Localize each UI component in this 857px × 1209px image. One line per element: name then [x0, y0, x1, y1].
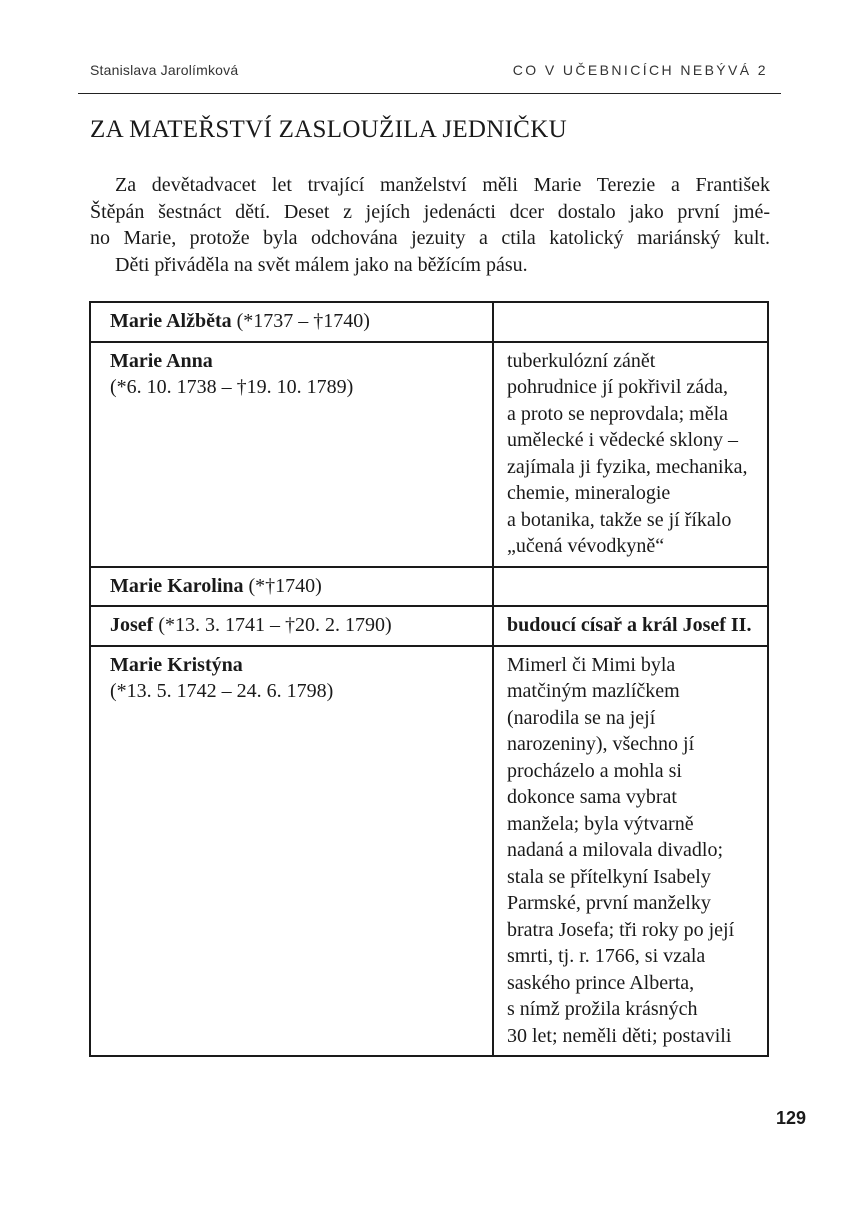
child-note-line: matčiným mazlíčkem: [507, 680, 680, 702]
child-note-line: (narodila se na její: [507, 706, 656, 729]
running-head: [90, 62, 780, 82]
child-dates: (*13. 3. 1741 – †20. 2. 1790): [153, 614, 392, 636]
child-note-line: narozeniny), všechno jí: [507, 733, 695, 755]
child-name-cell: [90, 302, 493, 342]
child-note-line: stala se přítelkyní Isabely: [507, 865, 711, 888]
child-note-line: Parmské, první manželky: [507, 892, 711, 914]
child-note-line: a proto se neprovdala; měla: [507, 402, 729, 425]
intro-line: Štěpán šestnáct dětí. Deset z jejích jedenácti dcer dostalo jako první jmé-: [90, 200, 770, 223]
child-note-line: smrti, tj. r. 1766, si vzala: [507, 945, 706, 967]
child-note-line: zajímala ji fyzika, mechanika,: [507, 455, 748, 478]
child-dates: (*13. 5. 1742 – 24. 6. 1798): [110, 680, 334, 702]
table-row: [90, 606, 768, 646]
page-number: 129: [775, 1108, 806, 1128]
running-head-author: Stanislava Jarolímková: [90, 62, 239, 78]
child-name-cell: [90, 646, 493, 1057]
child-note-line: chemie, mineralogie: [507, 482, 671, 504]
child-dates: (*6. 10. 1738 – †19. 10. 1789): [110, 376, 354, 398]
child-note-cell: [493, 567, 768, 607]
child-dates: (*1737 – †1740): [231, 310, 370, 332]
child-note-bold: budoucí císař a král Josef II.: [507, 614, 752, 636]
child-note-line: „učená vévodkyně“: [507, 535, 665, 557]
intro-line: Děti přiváděla na svět málem jako na běžícím pásu.: [115, 253, 528, 276]
intro-paragraph: [90, 172, 770, 278]
child-note-cell: [493, 342, 768, 567]
child-note-cell: [493, 646, 768, 1057]
chapter-title: ZA MATEŘSTVÍ ZASLOUŽILA JEDNIČKU: [90, 116, 567, 143]
child-note-cell: [493, 302, 768, 342]
child-note-line: tuberkulózní zánět: [507, 349, 656, 372]
child-note-line: saského prince Alberta,: [507, 971, 695, 994]
child-note-cell: [493, 606, 768, 646]
child-name: Marie Karolina: [110, 574, 244, 597]
child-note-line: 30 let; neměli děti; postavili: [507, 1024, 732, 1047]
child-note-line: umělecké i vědecké sklony –: [507, 429, 739, 451]
child-note-line: manžela; byla výtvarně: [507, 812, 694, 835]
child-note-line: Mimerl či Mimi byla: [507, 653, 676, 676]
table-row: [90, 567, 768, 607]
table-row: [90, 302, 768, 342]
table-row: [90, 342, 768, 567]
child-note-line: pohrudnice jí pokřivil záda,: [507, 376, 729, 398]
children-table-body: [90, 302, 768, 1056]
header-rule: [78, 93, 781, 94]
child-name: Josef: [110, 614, 154, 636]
child-dates: (*†1740): [243, 574, 322, 597]
child-note-line: bratra Josefa; tři roky po její: [507, 918, 735, 941]
child-note-line: dokonce sama vybrat: [507, 786, 677, 808]
child-name: Marie Anna: [110, 349, 213, 372]
children-table: [89, 301, 769, 1057]
child-name-cell: [90, 342, 493, 567]
child-note-line: s nímž prožila krásných: [507, 998, 698, 1020]
running-head-series: CO V UČEBNICÍCH NEBÝVÁ 2: [512, 62, 768, 78]
child-note-line: nadaná a milovala divadlo;: [507, 839, 724, 861]
child-name-cell: [90, 606, 493, 646]
child-name-cell: [90, 567, 493, 607]
child-note-line: procházelo a mohla si: [507, 759, 682, 782]
child-name: Marie Alžběta: [110, 310, 232, 332]
intro-line: no Marie, protože byla odchována jezuity a ctila katolický mariánský kult.: [90, 227, 770, 249]
child-note-line: a botanika, takže se jí říkalo: [507, 508, 732, 531]
intro-line: Za devětadvacet let trvající manželství měli Marie Terezie a František: [115, 174, 770, 196]
child-name: Marie Kristýna: [110, 653, 243, 676]
table-row: [90, 646, 768, 1057]
